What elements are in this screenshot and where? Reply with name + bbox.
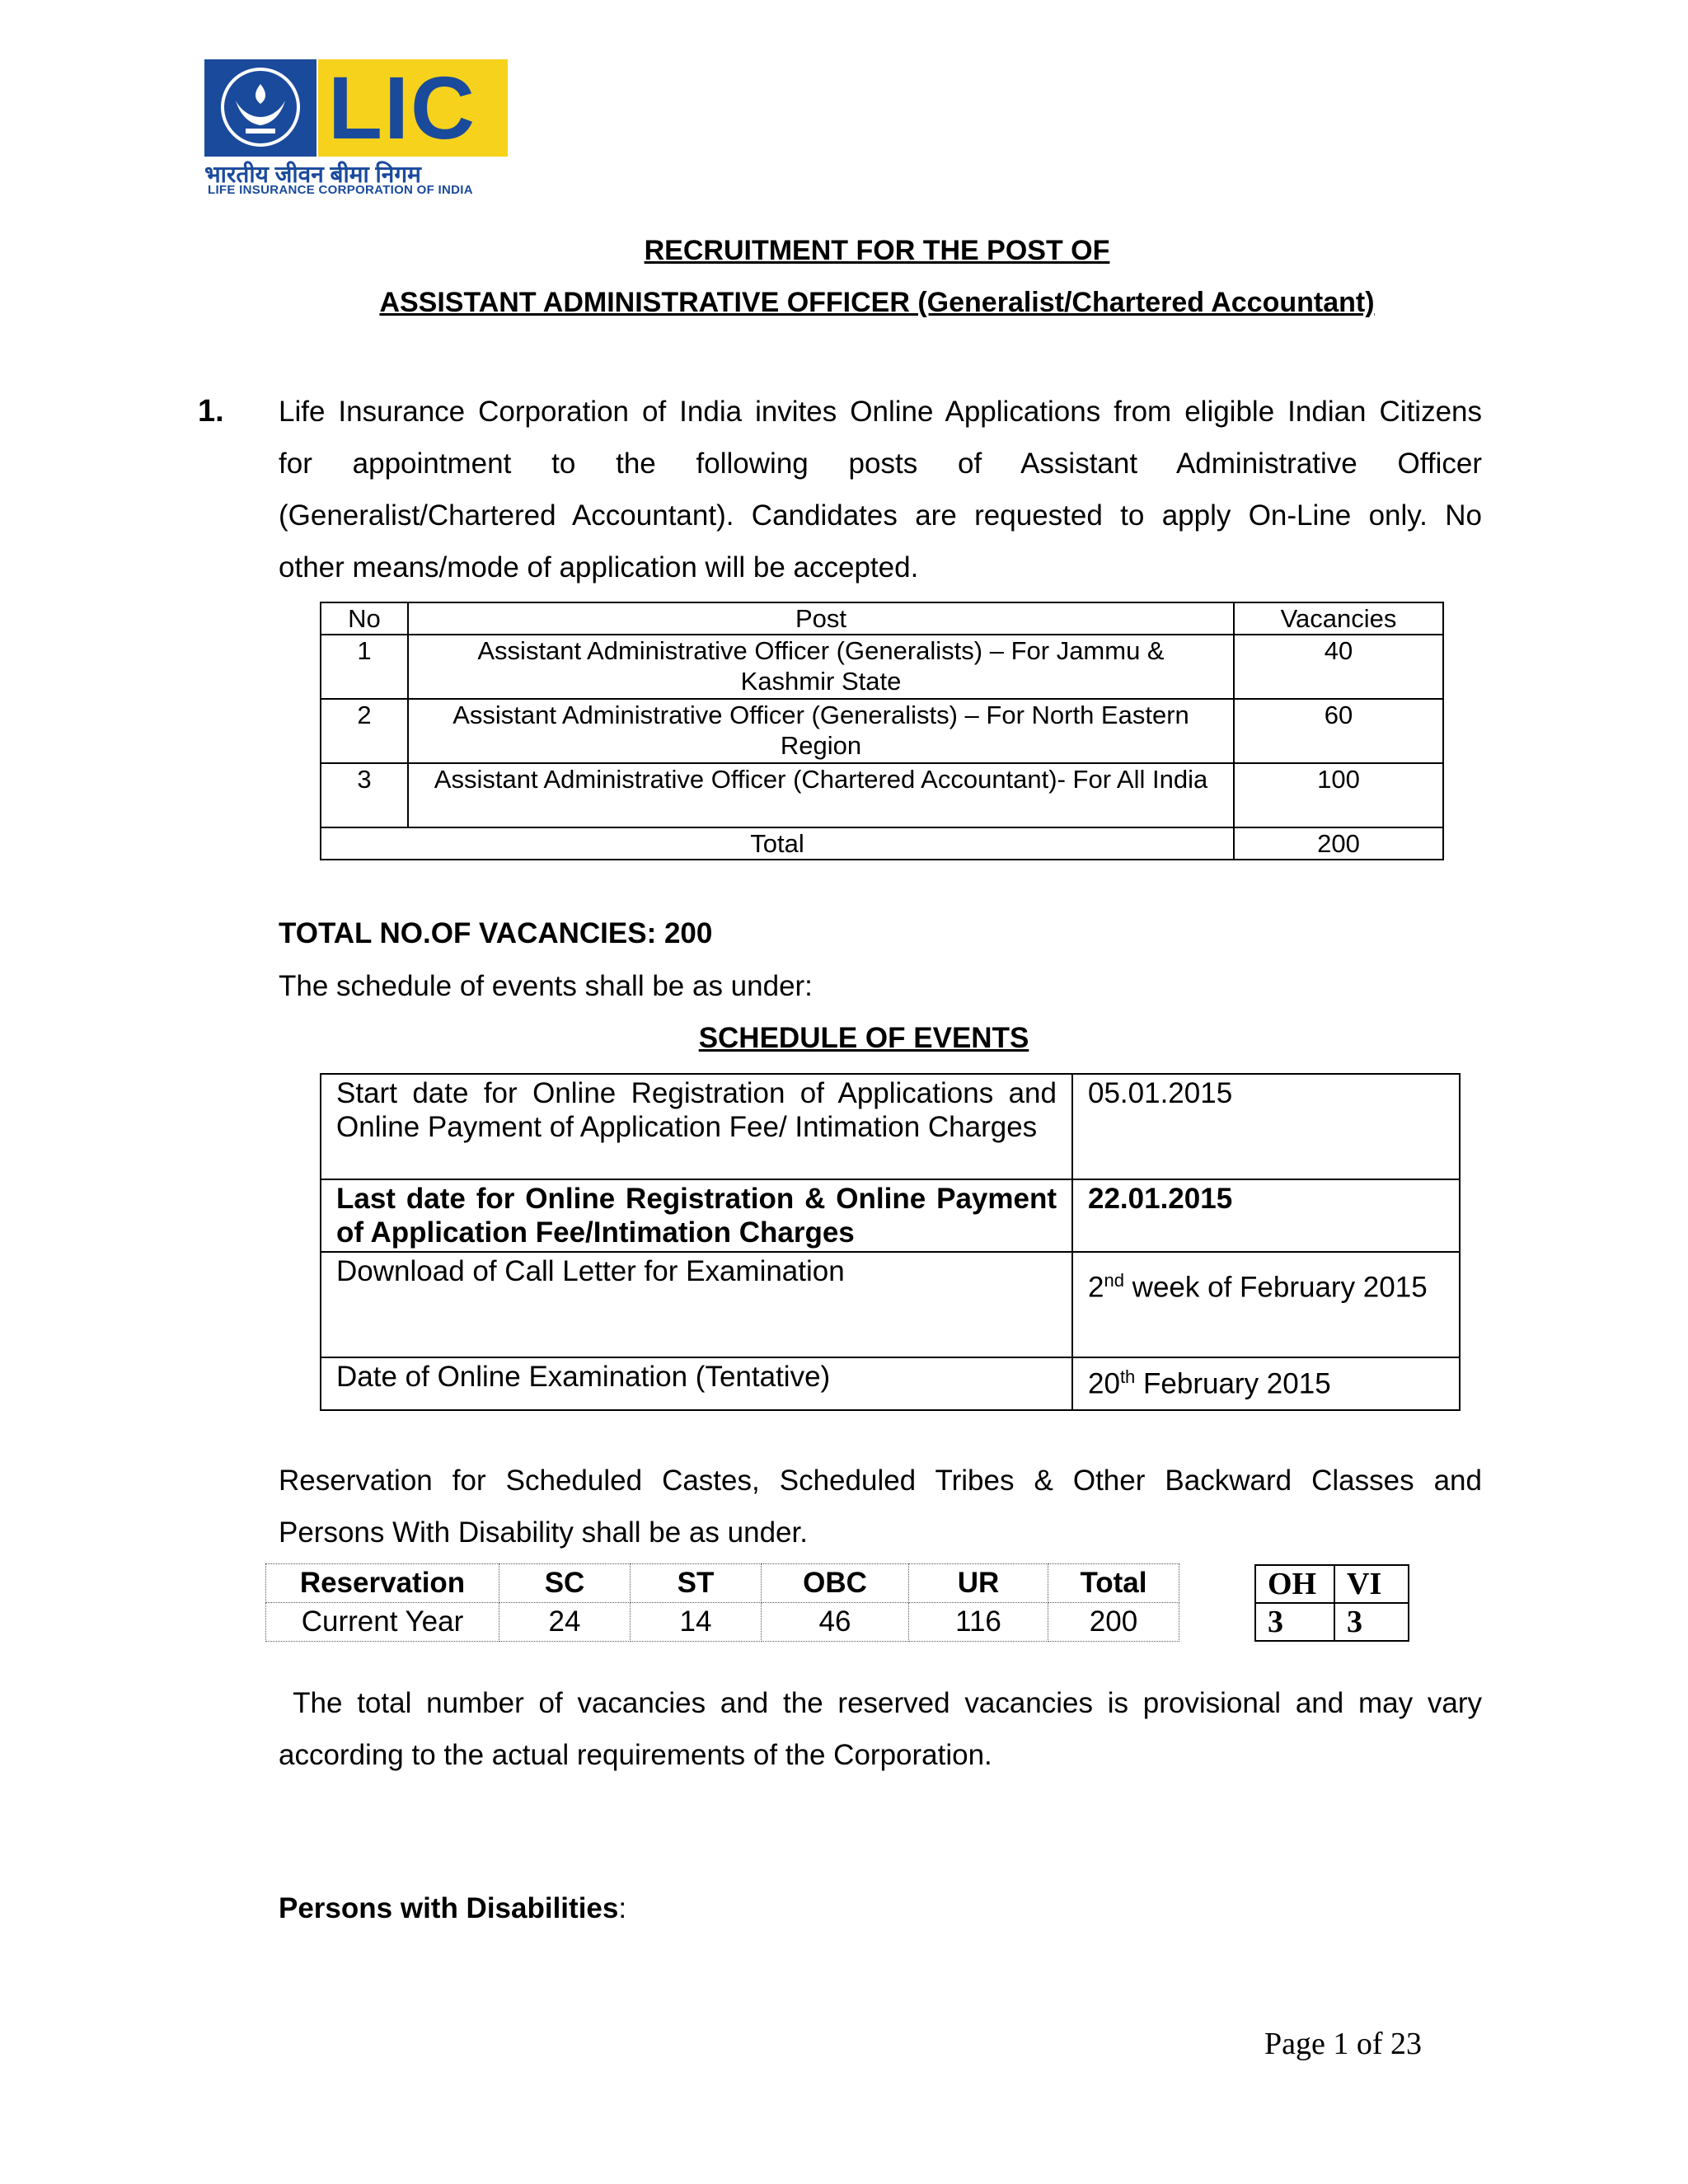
cell-current-year: Current Year — [266, 1603, 499, 1642]
table-header-row — [266, 1564, 1179, 1603]
cell-no: 1 — [321, 635, 408, 699]
schedule-table — [320, 1073, 1461, 1411]
lic-logo — [204, 59, 508, 198]
cell-post: Assistant Administrative Officer (Generalists) – For North Eastern Region — [408, 699, 1234, 763]
header-ur: UR — [909, 1564, 1048, 1603]
header-reservation: Reservation — [266, 1564, 499, 1603]
disabilities-heading-text: Persons with Disabilities — [279, 1892, 619, 1924]
section-number: 1. — [198, 394, 224, 429]
cell-no: 3 — [321, 763, 408, 827]
cell-total: 200 — [1048, 1603, 1179, 1642]
cell-obc: 46 — [762, 1603, 909, 1642]
intro-paragraph — [279, 386, 1482, 593]
intro-line: for appointment to the following posts of Assistant Administrative Officer — [279, 448, 1482, 480]
table-row — [321, 763, 1443, 827]
title-line-1: RECRUITMENT FOR THE POST OF — [644, 235, 1110, 266]
table-header-row — [321, 602, 1443, 635]
lic-emblem — [204, 59, 316, 157]
provisional-line: The total number of vacancies and the reserved vacancies is provisional and may vary — [279, 1687, 1482, 1719]
date-text: week of February 2015 — [1123, 1271, 1428, 1304]
disability-table — [1254, 1564, 1409, 1642]
date-ordinal: nd — [1104, 1270, 1124, 1291]
header-oh: OH — [1255, 1565, 1334, 1603]
date-number: 20 — [1088, 1367, 1120, 1400]
header-post: Post — [408, 602, 1234, 635]
cell-post: Assistant Administrative Officer (Generalists) – For Jammu & Kashmir State — [408, 635, 1234, 699]
header-no: No — [321, 602, 408, 635]
cell-vi: 3 — [1334, 1603, 1409, 1641]
reservation-line: Persons With Disability shall be as under. — [279, 1516, 808, 1549]
intro-line: (Generalist/Chartered Accountant). Candidates are requested to apply On-Line only. No — [279, 499, 1482, 532]
cell-total-value: 200 — [1234, 827, 1443, 860]
hands-lamp-icon — [204, 59, 316, 157]
table-row — [321, 635, 1443, 699]
header-sc: SC — [499, 1564, 631, 1603]
table-row — [321, 1252, 1460, 1357]
cell-vacancies: 60 — [1234, 699, 1443, 763]
date-ordinal: th — [1119, 1366, 1136, 1387]
cell-no: 2 — [321, 699, 408, 763]
lic-wordmark: LIC — [328, 58, 476, 157]
event-cell: Date of Online Examination (Tentative) — [321, 1357, 1072, 1410]
date-cell — [1072, 1252, 1460, 1357]
table-row — [321, 1179, 1460, 1252]
provisional-paragraph — [279, 1677, 1482, 1781]
event-cell: Download of Call Letter for Examination — [321, 1252, 1072, 1357]
page-number: Page 1 of 23 — [1264, 2027, 1423, 2061]
table-row — [266, 1603, 1179, 1642]
date-cell — [1072, 1357, 1460, 1410]
lic-hindi-name: भारतीय जीवन बीमा निगम — [204, 162, 421, 187]
reservation-paragraph — [279, 1455, 1482, 1558]
event-cell: Start date for Online Registration of Applications and Online Payment of Application Fee/ Intimation Charges — [321, 1074, 1072, 1179]
provisional-line: according to the actual requirements of the Corporation. — [279, 1739, 992, 1771]
posts-table — [320, 602, 1444, 860]
cell-vacancies: 100 — [1234, 763, 1443, 827]
table-row — [321, 699, 1443, 763]
header-vacancies: Vacancies — [1234, 602, 1443, 635]
cell-ur: 116 — [909, 1603, 1048, 1642]
header-total: Total — [1048, 1564, 1179, 1603]
disabilities-heading — [279, 1892, 626, 1925]
date-cell: 22.01.2015 — [1072, 1179, 1460, 1252]
lic-english-name: LIFE INSURANCE CORPORATION OF INDIA — [208, 183, 473, 197]
table-row — [321, 1357, 1460, 1410]
cell-sc: 24 — [499, 1603, 631, 1642]
table-header-row — [1255, 1565, 1409, 1603]
header-st: ST — [631, 1564, 762, 1603]
event-cell: Last date for Online Registration & Online Payment of Application Fee/Intimation Charges — [321, 1179, 1072, 1252]
header-vi: VI — [1334, 1565, 1409, 1603]
cell-post: Assistant Administrative Officer (Chartered Accountant)- For All India — [408, 763, 1234, 827]
table-total-row — [321, 827, 1443, 860]
title-line-2: ASSISTANT ADMINISTRATIVE OFFICER (Generalist/Chartered Accountant) — [379, 287, 1375, 318]
cell-vacancies: 40 — [1234, 635, 1443, 699]
date-cell: 05.01.2015 — [1072, 1074, 1460, 1179]
schedule-intro: The schedule of events shall be as under: — [279, 970, 813, 1002]
reservation-line: Reservation for Scheduled Castes, Scheduled Tribes & Other Backward Classes and — [279, 1465, 1482, 1497]
header-obc: OBC — [762, 1564, 909, 1603]
table-row — [1255, 1603, 1409, 1641]
table-row — [321, 1074, 1460, 1179]
intro-line: other means/mode of application will be accepted. — [279, 551, 919, 583]
reservation-table — [265, 1563, 1179, 1642]
cell-oh: 3 — [1255, 1603, 1334, 1641]
date-text: February 2015 — [1135, 1367, 1331, 1400]
intro-line: Life Insurance Corporation of India invites Online Applications from eligible Indian Citizens — [279, 396, 1482, 428]
schedule-heading: SCHEDULE OF EVENTS — [698, 1022, 1029, 1054]
disabilities-heading-colon: : — [618, 1892, 627, 1924]
total-vacancies: TOTAL NO.OF VACANCIES: 200 — [279, 917, 713, 949]
cell-total-label: Total — [321, 827, 1234, 860]
cell-st: 14 — [631, 1603, 762, 1642]
date-number: 2 — [1088, 1271, 1104, 1304]
